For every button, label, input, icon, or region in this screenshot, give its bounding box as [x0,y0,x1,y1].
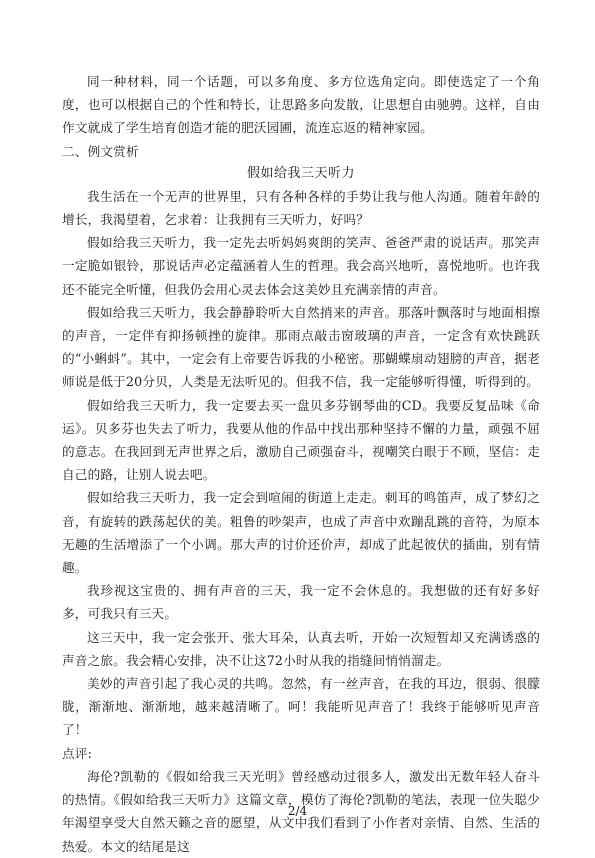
essay-paragraph: 这三天中，我一定会张开、张大耳朵，认真去听，开始一次短暂却又充满诱惑的声音之旅。我会精心安排，决不让这72小时从我的指缝间悄悄溜走。 [62,629,540,668]
page-content [62,70,540,858]
page-number: 2/4 [287,804,308,818]
intro-paragraph: 同一种材料，同一个话题，可以多角度、多方位选角定向。即使选定了一个角度，也可以根据自己的个性和特长，让思路多向发散，让思想自由驰骋。这样，自由作文就成了学生培育创造才能的肥沃园圃，流连忘返的精神家园。 [62,74,540,136]
comment-label: 点评: [62,745,93,761]
essay-paragraph: 我生活在一个无声的世界里，只有各种各样的手势让我与他人沟通。随着年龄的增长，我渴望着，乞求着：让我拥有三天听力，好吗？ [62,188,540,228]
essay-title: 假如给我三天听力 [246,165,355,181]
essay-paragraph: 假如给我三天听力，我一定会到喧闹的街道上走走。刺耳的鸣笛声，成了梦幻之音，有旋转的跌荡起伏的美。粗鲁的吵架声，也成了声音中欢蹦乱跳的音符，为原本无趣的生活增添了一个小调。那大声的讨价还价声，却成了此起彼伏的插曲，别有情趣。 [62,490,540,576]
essay-paragraph: 我珍视这宝贵的、拥有声音的三天，我一定不会休息的。我想做的还有好多好多，可我只有三天。 [62,583,540,622]
comment-paragraph: 海伦?凯勒的《假如给我三天光明》曾经感动过很多人，激发出无数年轻人奋斗的热情。《假如给我三天听力》这篇文章，模仿了海伦?凯勒的笔法，表现一位失聪少年渴望享受大自然天籁之音的愿望，从文中我们看到了小作者对亲情、自然、生活的热爱。本文的结尾是这 [62,768,540,854]
essay-paragraph: 假如给我三天听力，我一定先去听妈妈爽朗的笑声、爸爸严肃的说话声。那笑声一定脆如银铃，那说话声必定蕴涵着人生的哲理。我会高兴地听，喜悦地听。也许我还不能完全听懂，但我仍会用心灵去体会这美妙且充满亲情的声音。 [62,235,540,297]
essay-paragraph: 美妙的声音引起了我心灵的共鸣。忽然，有一丝声音，在我的耳边，很弱、很朦胧，渐渐地、渐渐地，越来越清晰了。呵！我能听见声音了！我终于能够听见声音了！ [62,676,540,738]
essay-paragraph: 假如给我三天听力，我会静静聆听大自然捎来的声音。那落叶飘落时与地面相擦的声音，一定伴有抑扬顿挫的旋律。那雨点敲击窗玻璃的声音，一定含有欢快跳跃的“小蝌蚪”。其中，一定会有上帝要告诉我的小秘密。那蝴蝶扇动翅膀的声音，据老师说是低于20分贝，人类是无法听见的。但我不信，我一定能够听得懂，听得到的。 [62,304,540,390]
essay-paragraph: 假如给我三天听力，我一定要去买一盘贝多芬钢琴曲的CD。我要反复品味《命运》。贝多芬也失去了听力，我要从他的作品中找出那种坚持不懈的力量，顽强不屈的意志。在我回到无声世界之后，激励自己顽强奋斗，视嘲笑白眼于不顾，坚信：走自己的路，让别人说去吧。 [62,397,540,483]
section-heading: 二、例文赏析 [62,143,139,159]
